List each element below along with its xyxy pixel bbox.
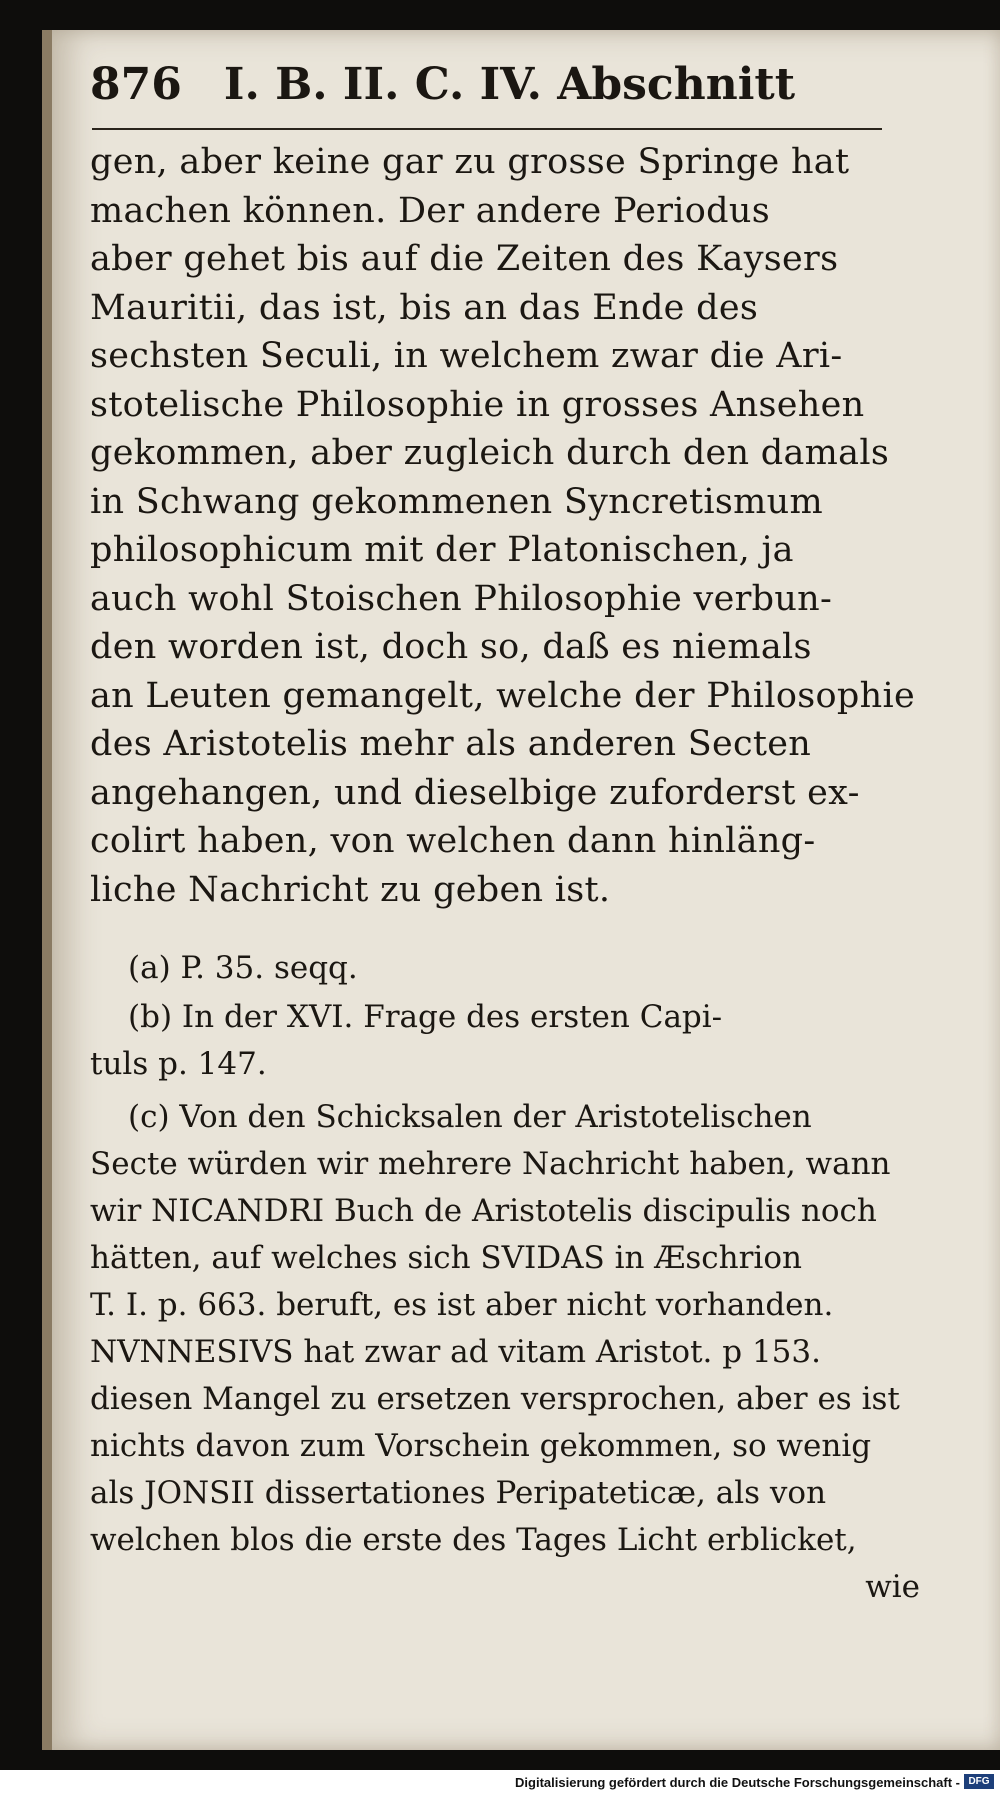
text-line: sechsten Seculi, in welchem zwar die Ari- (90, 336, 843, 376)
text-line: machen können. Der andere Periodus (90, 190, 770, 231)
footnote-line: T. I. p. 663. beruft, es ist aber nicht vorhanden. (90, 1287, 834, 1323)
funding-credit: Digitalisierung gefördert durch die Deutsche Forschungsgemeinschaft - (515, 1775, 960, 1790)
catchword: wie (865, 1569, 920, 1605)
footnote-line: (c) Von den Schicksalen der Aristotelischen (128, 1099, 812, 1135)
footnote-line: hätten, auf welches sich SVIDAS in Æschrion (90, 1240, 802, 1276)
footnote-line: Secte würden wir mehrere Nachricht haben, wann (90, 1146, 891, 1182)
footnote-line: (b) In der XVI. Frage des ersten Capi- (128, 999, 723, 1035)
header-rule (92, 128, 882, 130)
text-line: stotelische Philosophie in grosses Ansehen (90, 384, 865, 425)
footnote-line: diesen Mangel zu ersetzen versprochen, aber es ist (90, 1381, 900, 1417)
dfg-logo-icon: DFG (964, 1774, 994, 1789)
footnote-line: nichts davon zum Vorschein gekommen, so wenig (90, 1428, 872, 1464)
running-header (90, 50, 910, 120)
text-line: liche Nachricht zu geben ist. (90, 869, 611, 910)
text-line: gen, aber keine gar zu grosse Springe hat (90, 142, 850, 182)
running-title: I. B. II. C. IV. Abschnitt (223, 59, 796, 110)
text-line: den worden ist, doch so, daß es niemals (90, 627, 812, 667)
text-line: angehangen, und dieselbige zuforderst ex- (90, 772, 860, 813)
page-number: 876 (90, 59, 182, 110)
footnote-line: tuls p. 147. (90, 1046, 267, 1082)
text-line: philosophicum mit der Platonischen, ja (90, 530, 794, 570)
footnote-line: (a) P. 35. seqq. (128, 950, 358, 986)
text-line: Mauritii, das ist, bis an das Ende des (90, 287, 759, 328)
text-line: an Leuten gemangelt, welche der Philosophie (90, 675, 915, 716)
text-line: in Schwang gekommenen Syncretismum (90, 481, 823, 522)
main-text (90, 138, 920, 914)
footnote-b (90, 994, 920, 1088)
text-line: auch wohl Stoischen Philosophie verbun- (90, 578, 833, 619)
text-line: aber gehet bis auf die Zeiten des Kaysers (90, 239, 839, 279)
text-line: colirt haben, von welchen dann hinläng- (90, 821, 816, 861)
footnote-a (128, 945, 958, 992)
footnote-c (90, 1094, 920, 1611)
text-line: gekommen, aber zugleich durch den damals (90, 433, 890, 473)
text-line: des Aristotelis mehr als anderen Secten (90, 724, 812, 764)
footnote-line: NVNNESIVS hat zwar ad vitam Aristot. p 153. (90, 1334, 821, 1370)
footnote-line: als JONSII dissertationes Peripateticæ, als von (90, 1475, 827, 1511)
footnote-line: welchen blos die erste des Tages Licht erblicket, (90, 1522, 857, 1558)
footnote-line: wir NICANDRI Buch de Aristotelis discipulis noch (90, 1193, 877, 1229)
